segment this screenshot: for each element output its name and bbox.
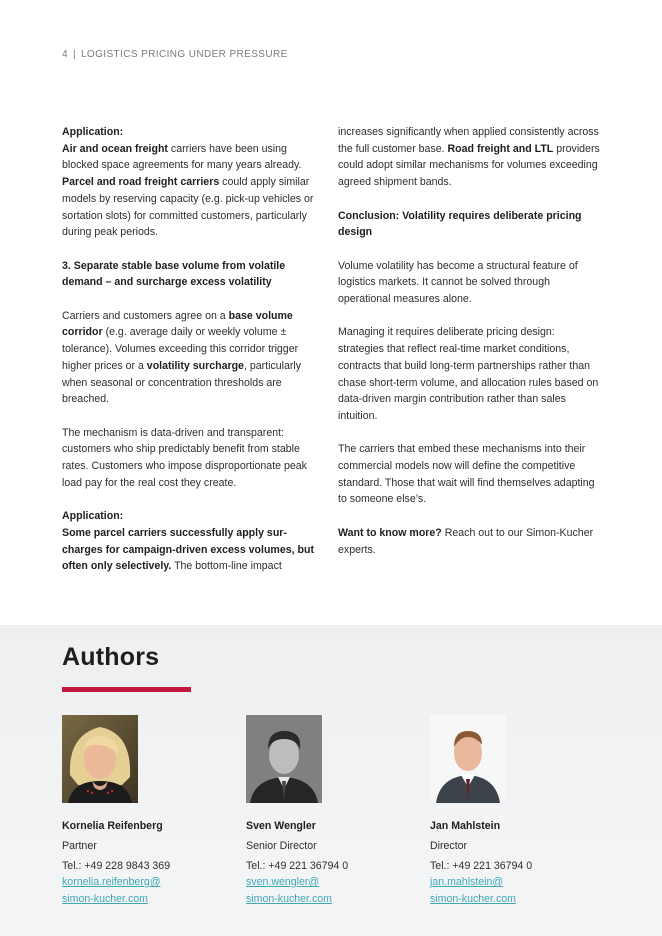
left-column [62, 124, 324, 592]
mechanism-paragraph: The mechanism is data-driven and transparent: customers who ship predictably benefit from stable rates. Customers who impose disproportionate peak load pay for the real cost they create. [62, 426, 307, 489]
author-email-link[interactable]: kornelia.reifenberg@ simon-kucher.com [62, 876, 161, 905]
author-photo-mahlstein [430, 715, 506, 803]
author-name: Sven Wengler [246, 820, 316, 832]
pricing-design-paragraph: Managing it requires deliberate pricing design: strategies that reflect real-time market conditions, contracts that build long-term partnerships rather than chase short-term volume, and allocation rules based on data-driven margin contribution rather than sales intuition. [338, 326, 599, 422]
right-column [338, 124, 600, 575]
section-heading-3: 3. Separate stable base volume from volatile demand – and surcharge excess volatility [62, 259, 286, 289]
application-heading: Application: [62, 510, 124, 523]
conclusion-heading: Conclusion: Volatility requires deliberate pricing design [338, 209, 582, 239]
application-paragraph-2: Application: Some parcel carriers successfully apply sur-charges for campaign-driven excess volumes, but often only selectively. The bottom-line impact [62, 510, 314, 573]
base-volume-paragraph: Carriers and customers agree on a base volume corridor (e.g. average daily or weekly volume ± tolerance). Volumes exceeding this corridor trigger higher prices or a volatility surcharge, particularly when seasonal or concentration thresholds are breached. [62, 309, 302, 406]
authors-section [0, 625, 662, 936]
author-card-wengler [246, 715, 416, 907]
author-email-link[interactable]: jan.mahlstein@ simon-kucher.com [430, 876, 516, 905]
author-role: Director [430, 840, 468, 852]
author-card-mahlstein [430, 715, 600, 907]
author-phone: Tel.: +49 221 36794 0 [430, 860, 533, 872]
application-paragraph-1: Application: Air and ocean freight carriers have been using blocked space agreements for many years already. Parcel and road freight carriers could apply similar models by reserving capacity (e.g. pick-up vehicles or sortation slots) for committed customers, particularly during peak periods. [62, 126, 314, 239]
author-card-reifenberg [62, 715, 232, 907]
header-separator: | [72, 49, 76, 60]
volatility-paragraph: Volume volatility has become a structural feature of logistics markets. It cannot be solved through operational measures alone. [338, 259, 578, 305]
continuation-paragraph: increases significantly when applied consistently across the full customer base. Road freight and LTL providers could adopt similar mechanisms for volumes exceeding agreed shipment bands. [338, 126, 600, 189]
authors-title: Authors [62, 643, 160, 671]
author-role: Senior Director [246, 840, 317, 852]
running-title: LOGISTICS PRICING UNDER PRESSURE [80, 49, 288, 60]
contact-paragraph: Want to know more? Reach out to our Simon-Kucher experts. [338, 526, 594, 556]
carriers-paragraph: The carriers that embed these mechanisms into their commercial models now will define the competitive standard. Those that wait will find themselves adapting to someone else’s. [338, 443, 595, 506]
author-phone: Tel.: +49 221 36794 0 [246, 860, 349, 872]
author-role: Partner [62, 840, 97, 852]
author-name: Kornelia Reifenberg [62, 820, 163, 832]
author-phone: Tel.: +49 228 9843 369 [62, 860, 171, 872]
author-photo-wengler [246, 715, 322, 803]
author-name: Jan Mahlstein [430, 820, 501, 832]
running-header [62, 49, 288, 60]
page-number: 4 [62, 49, 68, 60]
author-photo-reifenberg [62, 715, 138, 803]
application-heading: Application: [62, 126, 124, 138]
accent-bar [62, 687, 191, 692]
author-email-link[interactable]: sven.wengler@ simon-kucher.com [246, 876, 332, 905]
